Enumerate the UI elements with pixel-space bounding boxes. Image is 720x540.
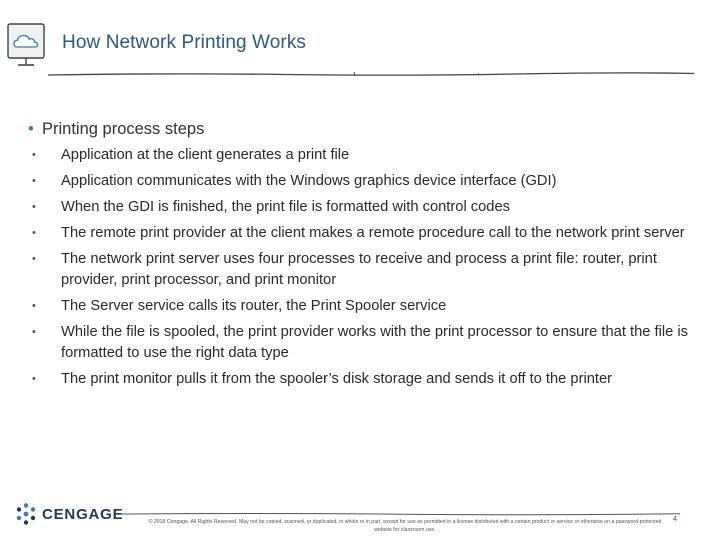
step-text: While the file is spooled, the print provider works with the print processor to ensure that the file is formatted to use the right data type xyxy=(61,324,688,361)
slide-title: How Network Printing Works xyxy=(62,32,307,53)
bullet-dot-icon: • xyxy=(32,175,36,187)
title-divider xyxy=(46,68,696,80)
bullet-dot-icon: • xyxy=(32,326,36,338)
step-text: The print monitor pulls it from the spooler’s disk storage and sends it off to the printer xyxy=(61,371,613,387)
step-text: The Server service calls its router, the Print Spooler service xyxy=(61,298,447,314)
footer-divider xyxy=(120,511,680,517)
bullet-dot-icon: • xyxy=(32,227,36,239)
bullet-dot-icon: • xyxy=(28,120,34,138)
page-number: 4 xyxy=(673,516,677,523)
list-item xyxy=(28,171,708,192)
main-bullet-text: Printing process steps xyxy=(42,120,205,138)
cloud-monitor-icon xyxy=(6,22,46,70)
list-item xyxy=(28,223,708,244)
slide-content xyxy=(28,120,708,395)
list-item xyxy=(28,369,708,390)
logo-text: CENGAGE xyxy=(42,505,124,523)
step-text: Application communicates with the Windows graphics device interface (GDI) xyxy=(61,173,557,189)
bullet-dot-icon: • xyxy=(32,373,36,385)
list-item xyxy=(28,197,708,218)
list-item xyxy=(28,322,708,364)
bullet-dot-icon: • xyxy=(32,300,36,312)
bullet-dot-icon: • xyxy=(32,149,36,161)
list-item xyxy=(28,296,708,317)
list-item xyxy=(28,145,708,166)
steps-list xyxy=(28,145,708,390)
copyright-notice: © 2018 Cengage. All Rights Reserved. May not be copied, scanned, or duplicated, in whole or in part, except for use as permitted in a license distributed with a certain product or service or otherwise on a password-protected website for classroom use. xyxy=(148,519,662,533)
step-text: The network print server uses four processes to receive and process a print file: router, print provider, print processor, and print monitor xyxy=(61,251,657,288)
list-item xyxy=(28,249,708,291)
step-text: When the GDI is finished, the print file is formatted with control codes xyxy=(61,199,510,215)
cengage-logo xyxy=(14,502,123,526)
bullet-dot-icon: • xyxy=(32,201,36,213)
step-text: The remote print provider at the client makes a remote procedure call to the network print server xyxy=(61,225,685,241)
main-bullet xyxy=(28,120,708,139)
step-text: Application at the client generates a print file xyxy=(61,147,350,163)
bullet-dot-icon: • xyxy=(32,253,36,265)
cengage-logo-mark-icon xyxy=(14,502,38,526)
